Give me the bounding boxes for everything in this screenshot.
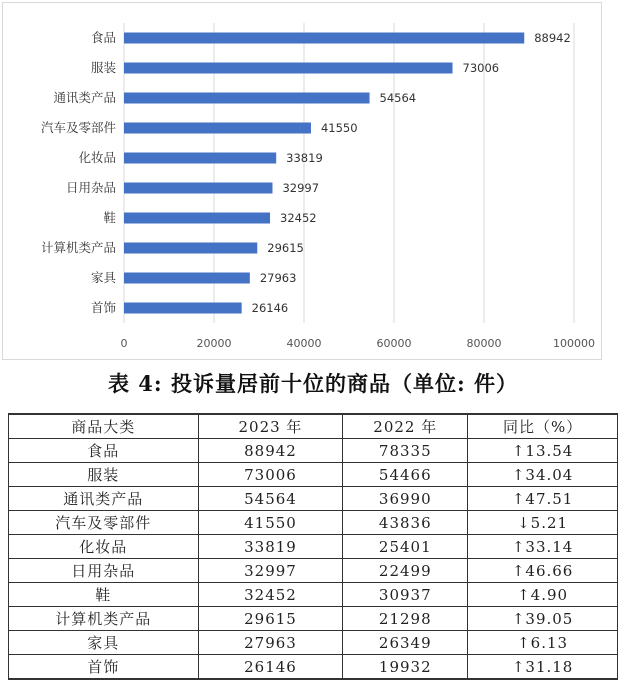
cell-yoy: ↑47.51 xyxy=(468,487,618,511)
bar xyxy=(124,183,272,194)
table-row xyxy=(9,583,618,607)
cell-yoy: ↓5.21 xyxy=(468,511,618,535)
cell-category: 鞋 xyxy=(9,583,199,607)
cell-2022: 21298 xyxy=(343,607,468,631)
bar xyxy=(124,273,250,284)
cell-yoy: ↑6.13 xyxy=(468,631,618,655)
data-label: 33819 xyxy=(286,151,323,165)
cell-2022: 30937 xyxy=(343,583,468,607)
category-label: 首饰 xyxy=(90,300,116,315)
x-tick-label: 100000 xyxy=(553,337,595,350)
x-tick-label: 40000 xyxy=(286,337,322,350)
cell-2022: 78335 xyxy=(343,439,468,463)
category-label: 计算机类产品 xyxy=(40,240,116,255)
bar xyxy=(124,153,276,164)
bar xyxy=(124,33,524,44)
header-2022: 2022 年 xyxy=(343,414,468,439)
cell-yoy: ↑4.90 xyxy=(468,583,618,607)
cell-yoy: ↑46.66 xyxy=(468,559,618,583)
cell-yoy: ↑13.54 xyxy=(468,439,618,463)
cell-category: 化妆品 xyxy=(9,535,199,559)
category-label: 服装 xyxy=(90,60,116,75)
bar xyxy=(124,63,453,74)
complaints-table xyxy=(8,413,618,680)
x-tick-label: 60000 xyxy=(376,337,412,350)
cell-2022: 26349 xyxy=(343,631,468,655)
data-label: 41550 xyxy=(320,121,358,135)
cell-2023: 41550 xyxy=(198,511,343,535)
category-label: 汽车及零部件 xyxy=(40,120,116,135)
cell-category: 家具 xyxy=(9,631,199,655)
cell-yoy: ↑39.05 xyxy=(468,607,618,631)
table-row xyxy=(9,559,618,583)
cell-yoy: ↑33.14 xyxy=(468,535,618,559)
data-label: 26146 xyxy=(251,301,289,315)
table-header-row xyxy=(9,414,618,439)
cell-2022: 22499 xyxy=(343,559,468,583)
cell-yoy: ↑34.04 xyxy=(468,463,618,487)
cell-category: 通讯类产品 xyxy=(9,487,199,511)
data-label: 54564 xyxy=(379,91,417,105)
cell-2022: 19932 xyxy=(343,655,468,680)
category-label: 家具 xyxy=(90,270,116,285)
data-label: 32997 xyxy=(282,181,320,195)
cell-2023: 26146 xyxy=(198,655,343,680)
category-label: 化妆品 xyxy=(78,150,116,165)
cell-2023: 33819 xyxy=(198,535,343,559)
category-label: 通讯类产品 xyxy=(53,90,116,105)
cell-category: 服装 xyxy=(9,463,199,487)
table-row xyxy=(9,631,618,655)
data-label: 73006 xyxy=(462,61,500,75)
cell-category: 计算机类产品 xyxy=(9,607,199,631)
cell-2023: 27963 xyxy=(198,631,343,655)
cell-category: 日用杂品 xyxy=(9,559,199,583)
category-label: 日用杂品 xyxy=(65,180,116,195)
x-tick-label: 80000 xyxy=(466,337,502,350)
table-row xyxy=(9,487,618,511)
table-row xyxy=(9,463,618,487)
header-2023: 2023 年 xyxy=(198,414,343,439)
cell-2022: 36990 xyxy=(343,487,468,511)
category-label: 食品 xyxy=(90,30,116,45)
bar-chart xyxy=(2,2,602,360)
data-label: 27963 xyxy=(259,271,297,285)
chart-canvas xyxy=(3,3,601,359)
data-label: 88942 xyxy=(534,31,571,45)
cell-2022: 54466 xyxy=(343,463,468,487)
table-row xyxy=(9,511,618,535)
bar xyxy=(124,303,242,314)
data-label: 29615 xyxy=(267,241,304,255)
bar xyxy=(124,123,311,134)
cell-2023: 73006 xyxy=(198,463,343,487)
x-tick-label: 20000 xyxy=(196,337,232,350)
cell-category: 食品 xyxy=(9,439,199,463)
table-row xyxy=(9,535,618,559)
data-label: 32452 xyxy=(280,211,317,225)
bar xyxy=(124,93,370,104)
x-tick-label: 0 xyxy=(120,337,128,350)
bar xyxy=(124,213,270,224)
table-title: 表 4: 投诉量居前十位的商品（单位: 件） xyxy=(107,371,519,396)
cell-2022: 25401 xyxy=(343,535,468,559)
cell-category: 首饰 xyxy=(9,655,199,680)
cell-yoy: ↑31.18 xyxy=(468,655,618,680)
cell-2023: 32452 xyxy=(198,583,343,607)
cell-category: 汽车及零部件 xyxy=(9,511,199,535)
category-label: 鞋 xyxy=(103,210,116,225)
cell-2022: 43836 xyxy=(343,511,468,535)
cell-2023: 29615 xyxy=(198,607,343,631)
header-yoy: 同比（%） xyxy=(468,414,618,439)
bar xyxy=(124,243,257,254)
table-row xyxy=(9,439,618,463)
header-category: 商品大类 xyxy=(9,414,199,439)
table-row xyxy=(9,655,618,680)
cell-2023: 54564 xyxy=(198,487,343,511)
table-row xyxy=(9,607,618,631)
cell-2023: 88942 xyxy=(198,439,343,463)
cell-2023: 32997 xyxy=(198,559,343,583)
